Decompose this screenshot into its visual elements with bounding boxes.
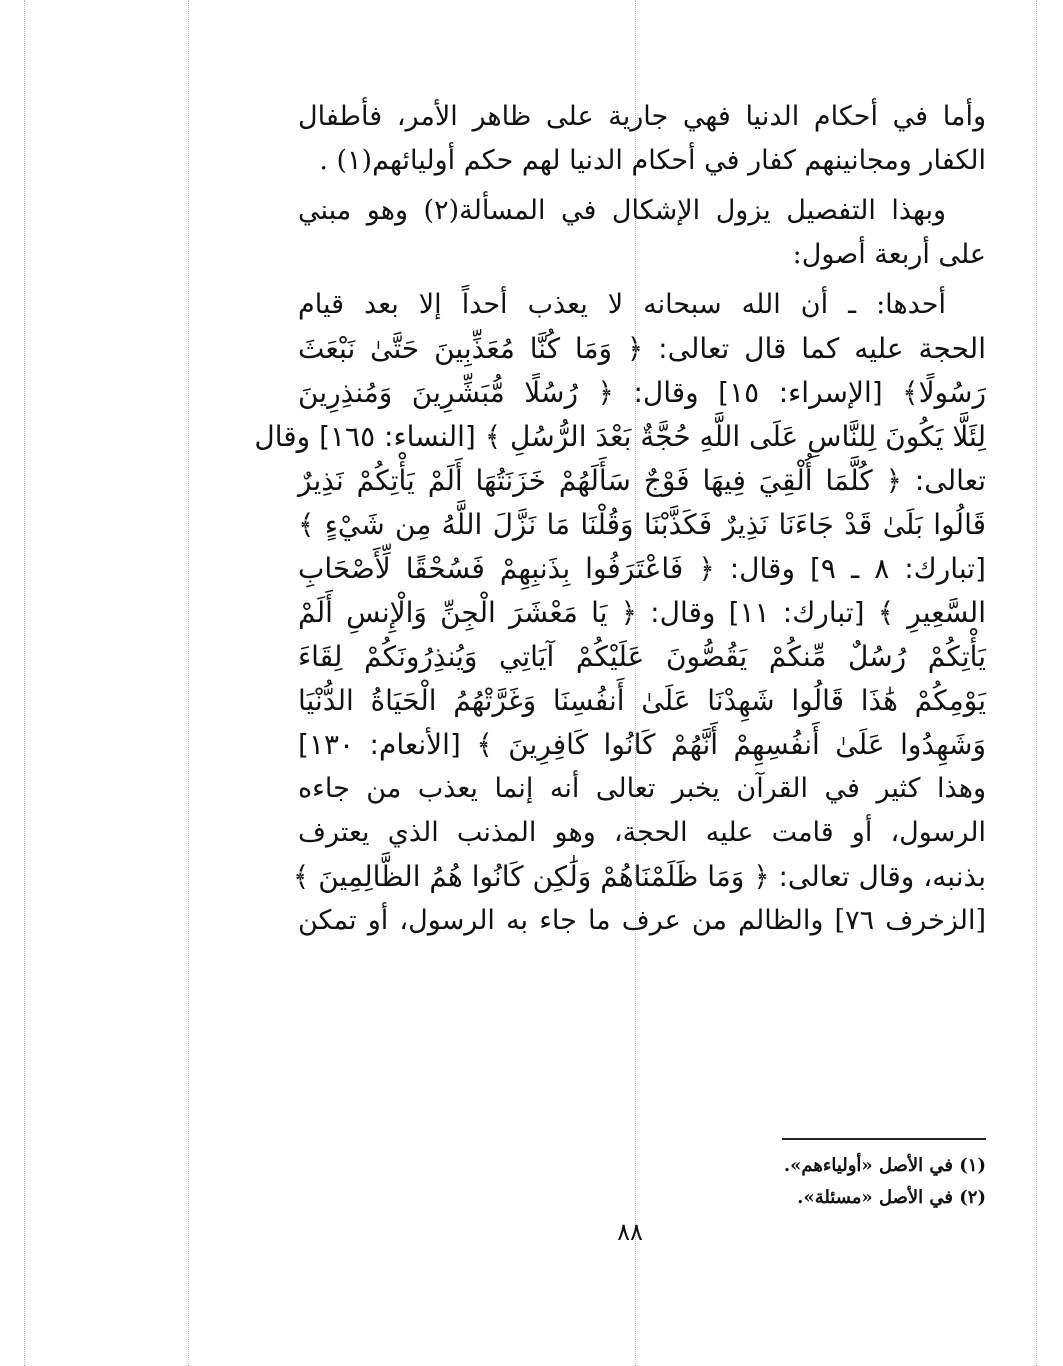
- text-line: الحجة عليه كما قال تعالى: ﴿ وَمَا كُنَّا مُعَذِّبِينَ حَتَّىٰ نَبْعَثَ: [298, 332, 986, 365]
- text-line: وأما في أحكام الدنيا فهي جارية على ظاهر الأمر، فأطفال: [298, 101, 986, 132]
- text-line: على أربعة أصول:: [792, 239, 986, 270]
- scan-fold-line: [24, 0, 25, 1366]
- footnotes: [600, 1150, 986, 1214]
- text-line: وهذا كثير في القرآن يخبر تعالى أنه إنما يعذب من جاءه: [298, 773, 986, 804]
- scan-fold-line: [188, 0, 189, 1366]
- text-line: وبهذا التفصيل يزول الإشكال في المسألة(٢) وهو مبني: [298, 195, 947, 226]
- paragraph-1: [298, 95, 986, 183]
- footnote-divider: [782, 1138, 986, 1140]
- text-line: يَأْتِكُمْ رُسُلٌ مِّنكُمْ يَقُصُّونَ عَلَيْكُمْ آيَاتِي وَيُنذِرُونَكُمْ لِقَاءَ: [298, 640, 986, 673]
- text-line: [الزخرف ٧٦] والظالم من عرف ما جاء به الرسول، أو تمكن: [298, 905, 987, 936]
- text-line: أحدها: ـ أن الله سبحانه لا يعذب أحداً إلا بعد قيام: [298, 289, 946, 320]
- body-text: [254, 95, 987, 949]
- scan-fold-line: [1036, 0, 1037, 1366]
- page-number: ٨٨: [617, 1218, 643, 1246]
- paragraph-3: [254, 283, 987, 943]
- text-line: يَوْمِكُمْ هَٰذَا قَالُوا شَهِدْنَا عَلَىٰ أَنفُسِنَا وَغَرَّتْهُمُ الْحَيَاةُ الدُّنْيَا: [298, 684, 986, 717]
- footnote-2: (٢) في الأصل «مسئلة».: [797, 1187, 986, 1208]
- text-line: بذنبه، وقال تعالى: ﴿ وَمَا ظَلَمْنَاهُمْ وَلَٰكِن كَانُوا هُمُ الظَّالِمِينَ ﴾: [292, 860, 986, 893]
- paragraph-2: [298, 189, 986, 277]
- footnote-1: (١) في الأصل «أولياءهم».: [783, 1155, 986, 1176]
- text-line: الكفار ومجانينهم كفار في أحكام الدنيا لهم حكم أوليائهم(١) .: [319, 145, 986, 176]
- text-line: السَّعِيرِ ﴾ [تبارك: ١١] وقال: ﴿ يَا مَعْشَرَ الْجِنِّ وَالْإِنسِ أَلَمْ: [298, 596, 986, 629]
- text-line: وَشَهِدُوا عَلَىٰ أَنفُسِهِمْ أَنَّهُمْ كَانُوا كَافِرِينَ ﴾ [الأنعام: ١٣٠]: [298, 728, 986, 761]
- text-line: تعالى: ﴿ كُلَّمَا أُلْقِيَ فِيهَا فَوْجٌ سَأَلَهُمْ خَزَنَتُهَا أَلَمْ يَأْتِكُمْ نَذِيرٌ: [298, 464, 986, 497]
- text-line: الرسول، أو قامت عليه الحجة، وهو المذنب الذي يعترف: [298, 817, 986, 848]
- text-line: [تبارك: ٨ ـ ٩] وقال: ﴿ فَاعْتَرَفُوا بِذَنبِهِمْ فَسُحْقًا لِّأَصْحَابِ: [298, 552, 986, 585]
- text-line: لِئَلَّا يَكُونَ لِلنَّاسِ عَلَى اللَّهِ حُجَّةٌ بَعْدَ الرُّسُلِ ﴾ [النساء: ١٦٥] وقال: [254, 420, 986, 453]
- text-line: رَسُولًا﴾ [الإسراء: ١٥] وقال: ﴿ رُسُلًا مُّبَشِّرِينَ وَمُنذِرِينَ: [298, 376, 987, 409]
- text-line: قَالُوا بَلَىٰ قَدْ جَاءَنَا نَذِيرٌ فَكَذَّبْنَا وَقُلْنَا مَا نَزَّلَ اللَّهُ مِن شَيْءٍ ﴾: [298, 508, 986, 541]
